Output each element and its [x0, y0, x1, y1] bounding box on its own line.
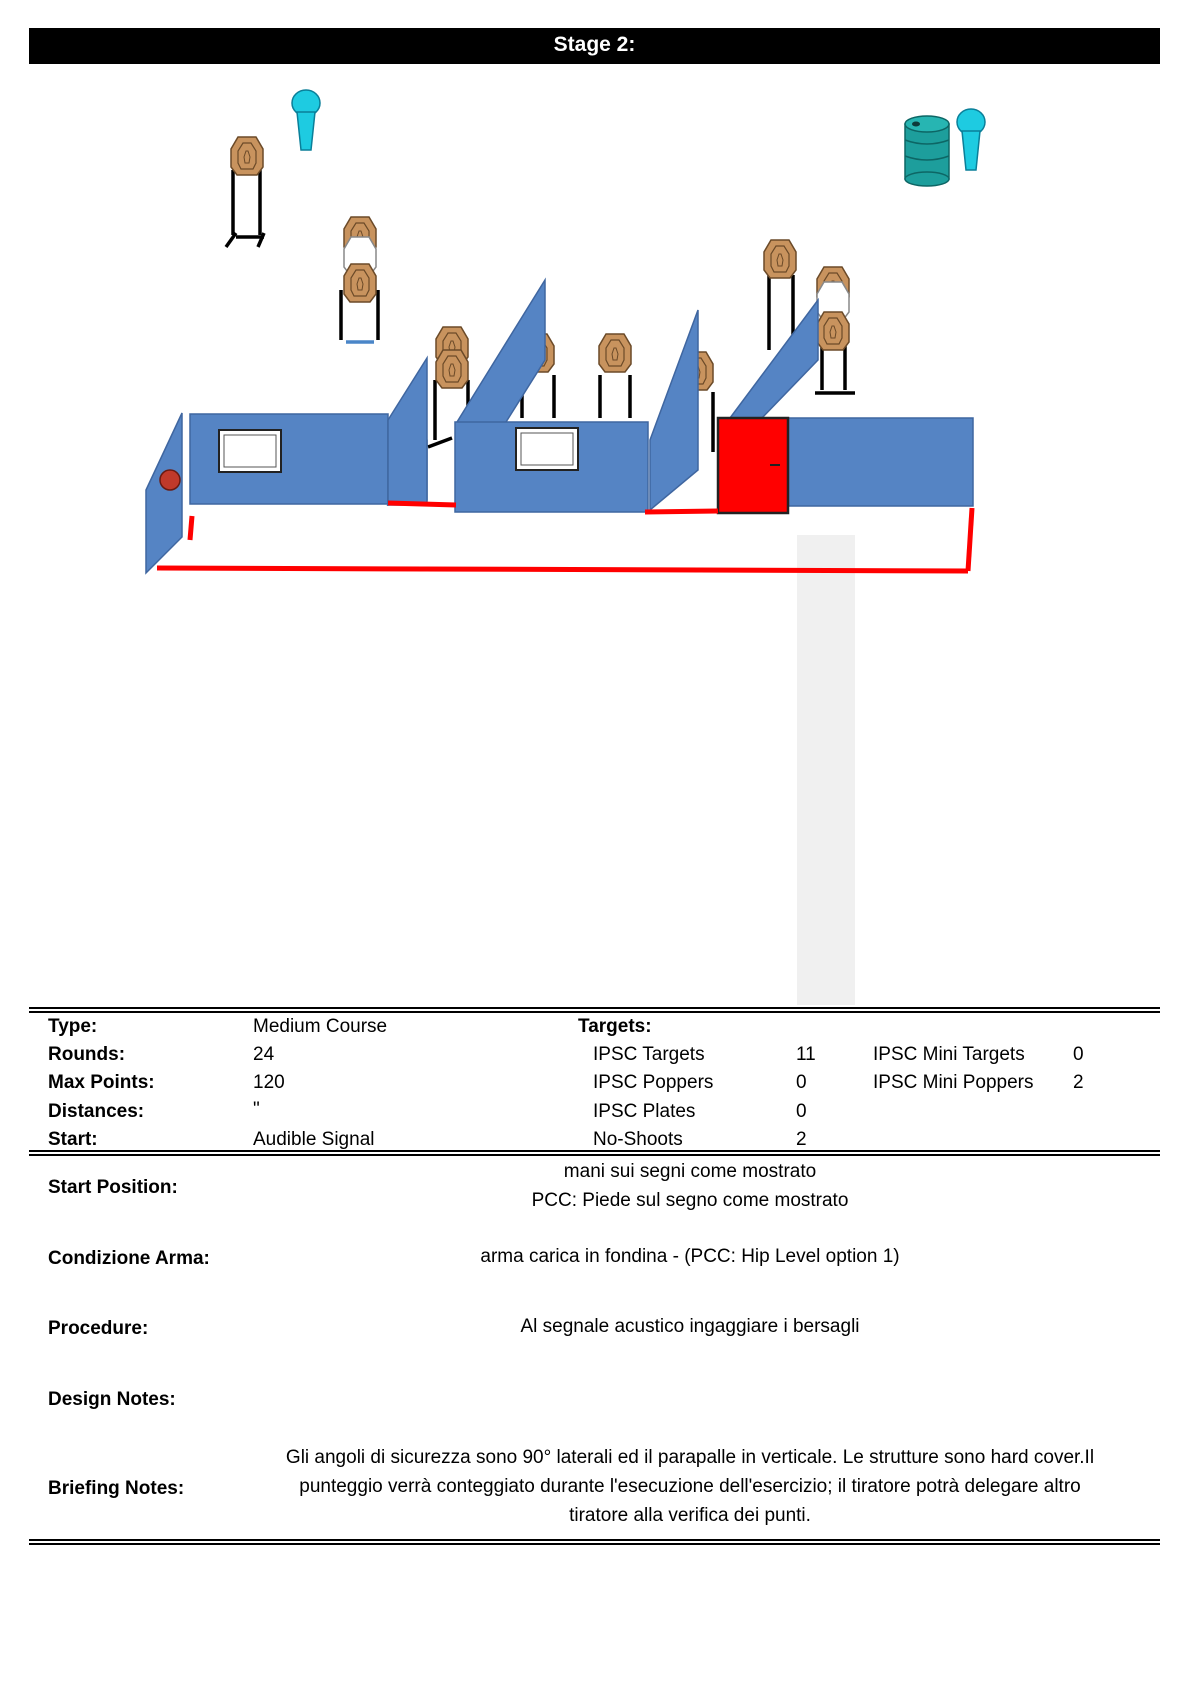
rounds-label: Rounds: [48, 1044, 126, 1065]
mini-targets-value: 0 [1073, 1044, 1084, 1065]
briefing-line1: Gli angoli di sicurezza sono 90° laterali ed il parapalle in verticale. Le strutture sono hard cover.Il [285, 1447, 1095, 1468]
popper-icon [957, 109, 985, 170]
start-value: Audible Signal [253, 1129, 375, 1150]
procedure-label: Procedure: [48, 1318, 149, 1339]
grey-strip [797, 535, 855, 1005]
title-underline [29, 62, 1160, 64]
ipsc-targets-label: IPSC Targets [593, 1044, 705, 1065]
target-icon [231, 137, 263, 175]
stage-title: Stage 2: [553, 33, 636, 56]
table-top-border [29, 1007, 1160, 1013]
start-label: Start: [48, 1129, 98, 1150]
max-points-value: 120 [253, 1072, 285, 1093]
mini-poppers [292, 90, 985, 170]
target-icon [344, 264, 376, 302]
briefing-line2: punteggio verrà conteggiato durante l'esecuzione dell'esercizio; il tiratore potrà delegare altro [299, 1476, 1081, 1497]
target-icon [764, 240, 796, 278]
procedure-value: Al segnale acustico ingaggiare i bersagli [520, 1316, 860, 1337]
door [718, 418, 788, 513]
condizione-label: Condizione Arma: [48, 1248, 210, 1269]
wall-panel [388, 358, 427, 505]
target-icon [817, 312, 849, 350]
table-bottom-border [29, 1539, 1160, 1545]
barrel-icon [905, 116, 949, 186]
ipsc-poppers-value: 0 [796, 1072, 807, 1093]
popper-icon [292, 90, 320, 150]
distances-value: " [253, 1099, 260, 1120]
max-points-label: Max Points: [48, 1072, 155, 1093]
window-port [219, 430, 281, 472]
no-shoots-value: 2 [796, 1129, 807, 1150]
start-position-label: Start Position: [48, 1177, 178, 1198]
ipsc-plates-value: 0 [796, 1101, 807, 1122]
start-marker-icon [160, 470, 180, 490]
wall-panel [650, 310, 698, 510]
mini-poppers-value: 2 [1073, 1072, 1084, 1093]
stage-title-bar [29, 28, 1160, 62]
type-label: Type: [48, 1016, 98, 1037]
no-shoots-label: No-Shoots [593, 1129, 683, 1150]
rounds-value: 24 [253, 1044, 275, 1065]
mini-targets-label: IPSC Mini Targets [873, 1044, 1025, 1065]
wall-panel [788, 418, 973, 506]
window-port [516, 428, 578, 470]
briefing-notes-label: Briefing Notes: [48, 1478, 185, 1499]
distances-label: Distances: [48, 1101, 145, 1122]
start-position-line2: PCC: Piede sul segno come mostrato [531, 1190, 849, 1211]
targets-heading: Targets: [578, 1016, 652, 1037]
design-notes-label: Design Notes: [48, 1389, 176, 1410]
ipsc-targets-value: 11 [796, 1044, 816, 1065]
type-value: Medium Course [253, 1016, 388, 1037]
start-position-line1: mani sui segni come mostrato [563, 1161, 817, 1182]
wall-panel [730, 300, 818, 420]
stage-diagram [0, 70, 1190, 1010]
mini-poppers-label: IPSC Mini Poppers [873, 1072, 1034, 1093]
briefing-line3: tiratore alla verifica dei punti. [569, 1505, 811, 1526]
condizione-value: arma carica in fondina - (PCC: Hip Level option 1) [480, 1246, 900, 1267]
table-mid-border [29, 1150, 1160, 1156]
target-icon [436, 350, 468, 388]
ipsc-plates-label: IPSC Plates [593, 1101, 696, 1122]
wall-panel [146, 413, 182, 573]
target-icon [599, 334, 631, 372]
ipsc-poppers-label: IPSC Poppers [593, 1072, 714, 1093]
